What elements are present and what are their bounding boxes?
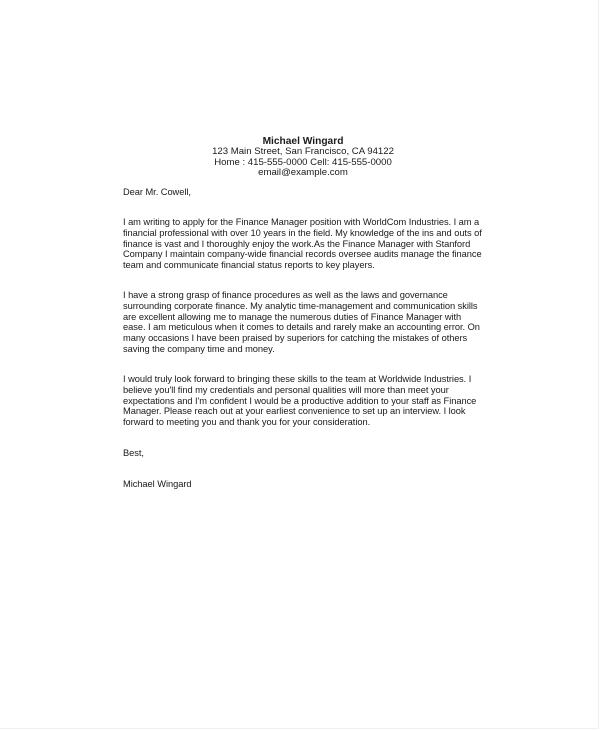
paragraph-text: I would truly look forward to bringing these skills to the team at Worldwide Industries. I believe you'll find my credentials and personal qualities will more than meet your expectations and I'm confident I would be a productive addition to your staff as Finance Manager. Please reach out at your earliest convenience to set up an interview. I look forward to meeting you and thank you for your consideration. [123, 374, 477, 428]
sender-phones: Home : 415-555-0000 Cell: 415-555-0000 [214, 156, 392, 168]
signature: Michael Wingard [123, 479, 192, 489]
paragraph-text: I am writing to apply for the Finance Manager position with WorldCom Industries. I am a financial professional with over 10 years in the field. My knowledge of the ins and outs of finance is vast and I thoroughly enjoy the work.As the Finance Manager with Stanford Company I maintain company-wide financial records oversee audits manage the finance team and communicate financial status reports to key players. [123, 217, 482, 271]
sender-name: Michael Wingard [262, 136, 344, 147]
body-paragraph-1 [123, 217, 485, 271]
body-paragraph-3 [123, 374, 485, 428]
closing: Best, [123, 448, 144, 458]
sender-address: 123 Main Street, San Francisco, CA 94122 [212, 146, 394, 158]
salutation: Dear Mr. Cowell, [123, 187, 191, 197]
paragraph-text: I have a strong grasp of finance procedures as well as the laws and governance surrounding corporate finance. My analytic time-management and communication skills are excellent allowing me to manage the numerous duties of Finance Manager with ease. I am meticulous when it comes to details and rarely make an accounting error. On many occasions I have been praised by superiors for catching the mistakes of others saving the company time and money. [123, 290, 480, 354]
sender-email: email@example.com [258, 167, 348, 179]
sender-header [0, 137, 600, 179]
body-paragraph-2 [123, 290, 485, 355]
